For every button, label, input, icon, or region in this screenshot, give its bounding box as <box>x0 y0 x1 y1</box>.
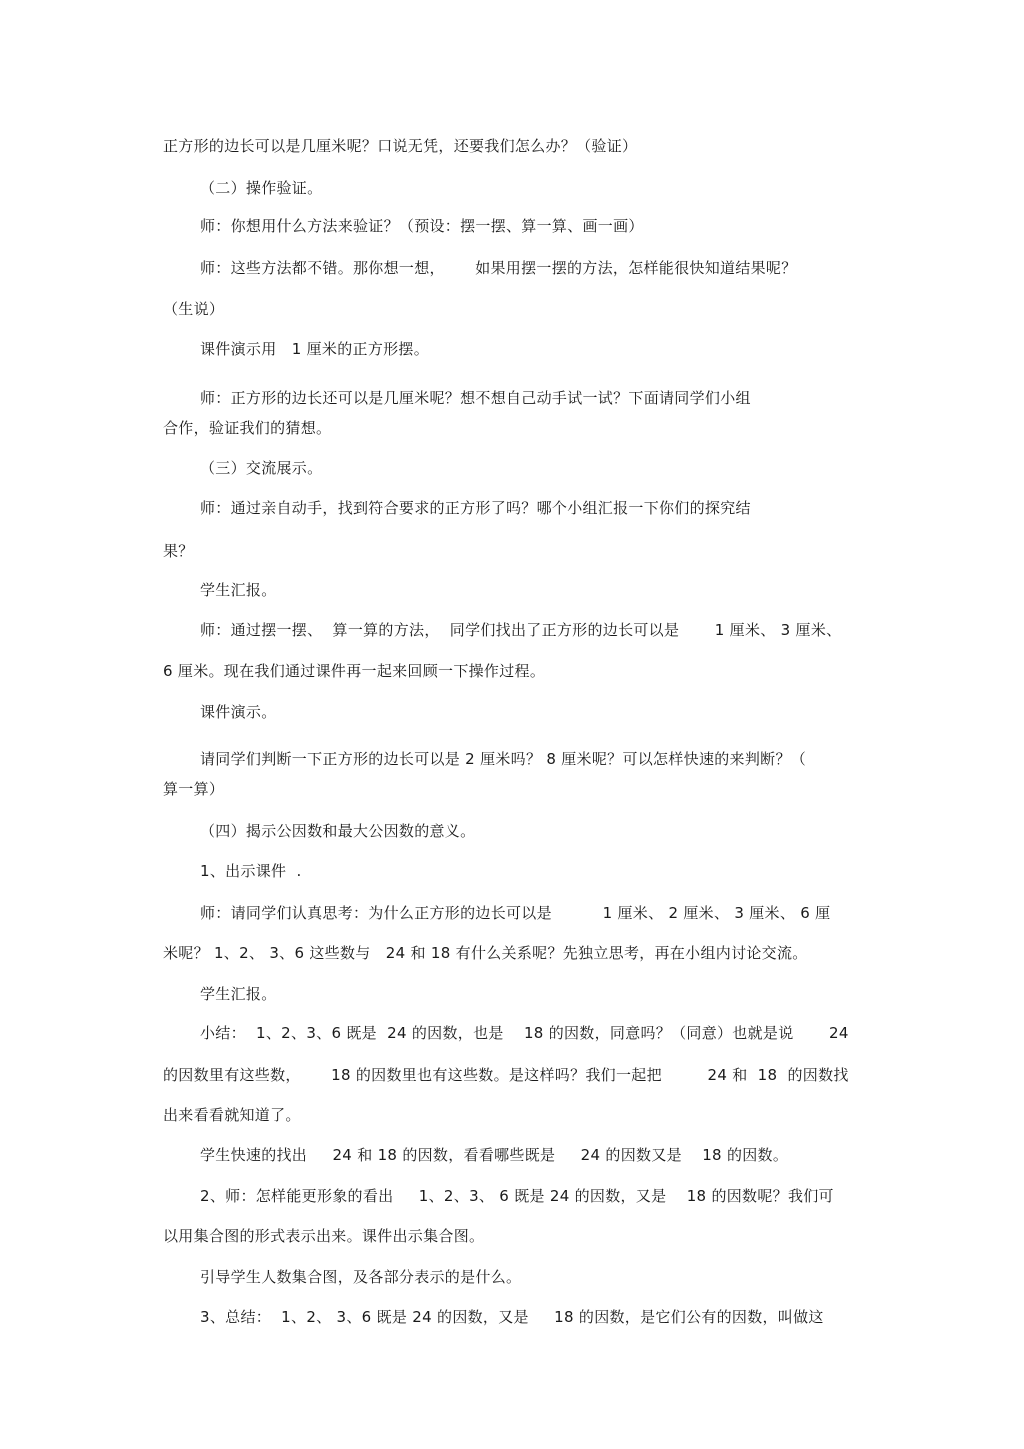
text-line: 2、师：怎样能更形象的看出 1、2、3、 6 既是 24 的因数，又是 18 的因数呢？我们可 <box>200 1187 834 1205</box>
text-line: 米呢？ 1、2、 3、6 这些数与 24 和 18 有什么关系呢？先独立思考，再在小组内讨论交流。 <box>163 944 808 962</box>
text-line: 师：通过摆一摆、 算一算的方法， 同学们找出了正方形的边长可以是 1 厘米、 3 厘米、 <box>200 621 842 639</box>
text-line: 师：你想用什么方法来验证？（预设：摆一摆、算一算、画一画） <box>200 217 644 235</box>
text-line: 合作，验证我们的猜想。 <box>163 419 332 437</box>
text-line: 师：请同学们认真思考：为什么正方形的边长可以是 1 厘米、 2 厘米、 3 厘米、 6 厘 <box>200 904 831 922</box>
text-line: 算一算） <box>163 780 225 798</box>
text-line: 6 厘米。现在我们通过课件再一起来回顾一下操作过程。 <box>163 662 546 680</box>
text-line: 以用集合图的形式表示出来。课件出示集合图。 <box>163 1227 485 1245</box>
text-line: 师：正方形的边长还可以是几厘米呢？想不想自己动手试一试？下面请同学们小组 <box>200 389 751 407</box>
text-line: 师：这些方法都不错。那你想一想， 如果用摆一摆的方法，怎样能很快知道结果呢？ <box>200 259 797 277</box>
text-line: 学生汇报。 <box>200 985 277 1003</box>
section-heading: （四）揭示公因数和最大公因数的意义。 <box>200 822 476 840</box>
text-line: 师：通过亲自动手，找到符合要求的正方形了吗？哪个小组汇报一下你们的探究结 <box>200 499 751 517</box>
section-heading: （二）操作验证。 <box>200 179 323 197</box>
text-line: 请同学们判断一下正方形的边长可以是 2 厘米吗？ 8 厘米呢？可以怎样快速的来判断？（ <box>200 750 807 768</box>
text-line: 引导学生人数集合图，及各部分表示的是什么。 <box>200 1268 522 1286</box>
text-line: 课件演示用 1 厘米的正方形摆。 <box>200 340 430 358</box>
text-line: 小结： 1、2、3、6 既是 24 的因数，也是 18 的因数，同意吗？（同意）也就是说 24 <box>200 1024 849 1042</box>
text-line: 的因数里有这些数， 18 的因数里也有这些数。是这样吗？我们一起把 24 和 18 的因数找 <box>163 1066 849 1084</box>
text-line: 学生汇报。 <box>200 581 277 599</box>
text-line: 学生快速的找出 24 和 18 的因数，看看哪些既是 24 的因数又是 18 的因数。 <box>200 1146 789 1164</box>
text-line: 课件演示。 <box>200 703 277 721</box>
text-line: （生说） <box>163 300 225 318</box>
text-line: 正方形的边长可以是几厘米呢？口说无凭，还要我们怎么办？（验证） <box>163 137 638 155</box>
text-line: 1、出示课件 . <box>200 862 302 880</box>
section-heading: （三）交流展示。 <box>200 459 323 477</box>
text-line: 3、总结： 1、2、 3、6 既是 24 的因数，又是 18 的因数，是它们公有的因数，叫做这 <box>200 1308 824 1326</box>
text-line: 果？ <box>163 542 194 560</box>
text-line: 出来看看就知道了。 <box>163 1106 301 1124</box>
